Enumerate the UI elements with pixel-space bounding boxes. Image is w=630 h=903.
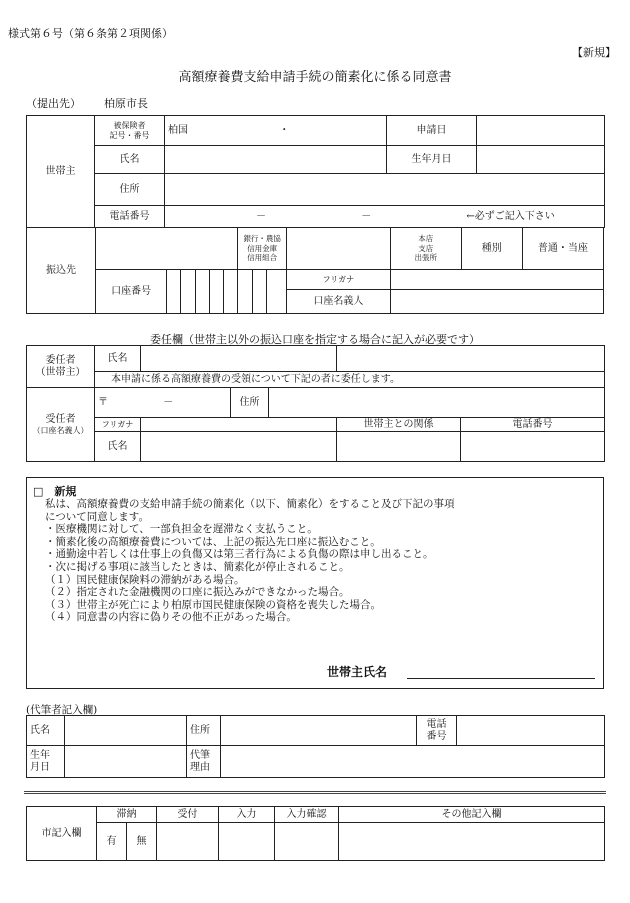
delegation-statement: 本申請に係る高額療養費の受領について下記の者に委任します。 <box>95 372 605 388</box>
input-check-label: 入力確認 <box>275 807 339 823</box>
householder-table <box>26 115 605 228</box>
consent-line: ・次に掲げる事項に該当したときは、簡素化が停止されること。 <box>45 560 350 573</box>
phone-separator-2: － <box>361 210 372 222</box>
office-table <box>26 806 605 861</box>
page-title: 高額療養費支給申請手続の簡素化に係る同意書 <box>178 70 452 85</box>
transfer-label: 振込先 <box>27 228 96 314</box>
office-divider <box>24 791 606 794</box>
delegate-name-label: 氏名 <box>95 432 141 462</box>
holder-furigana-label: フリガナ <box>287 270 391 290</box>
account-digit-7[interactable] <box>252 270 266 314</box>
relation-label: 世帯主との関係 <box>337 418 461 432</box>
consent-line: （１）国民健康保険料の滞納がある場合。 <box>45 573 245 586</box>
proxy-address-label: 住所 <box>187 716 221 746</box>
householder-address-field[interactable] <box>165 174 605 206</box>
proxy-reason-label: 代筆 理由 <box>187 746 221 778</box>
delegator-name-extra[interactable] <box>337 346 605 372</box>
account-kind-value[interactable]: 普通・当座 <box>522 228 603 270</box>
branch-name-field[interactable] <box>287 228 391 270</box>
delegator-label: 委任者 （世帯主） <box>27 346 95 388</box>
transfer-table <box>26 227 604 314</box>
received-field[interactable] <box>157 823 219 861</box>
office-label: 市記入欄 <box>27 807 97 861</box>
proxy-phone-field[interactable] <box>457 716 605 746</box>
account-digit-3[interactable] <box>195 270 209 314</box>
householder-address-label: 住所 <box>95 174 165 206</box>
insurer-prefix: 柏国 <box>168 124 188 136</box>
delegate-phone-field[interactable] <box>461 432 605 462</box>
delegate-furigana-label: フリガナ <box>95 418 141 432</box>
postal-mark: 〒 <box>98 396 108 408</box>
proxy-address-field[interactable] <box>221 716 417 746</box>
submit-to-value: 柏原市長 <box>104 97 148 110</box>
new-checkbox[interactable]: □ 新規 <box>33 485 77 498</box>
consent-text <box>45 498 595 624</box>
consent-box <box>26 477 604 689</box>
householder-label: 世帯主 <box>27 116 95 228</box>
delegate-address-field[interactable] <box>269 388 605 418</box>
arrears-label: 滞納 <box>97 807 157 823</box>
delegate-furigana-field[interactable] <box>141 418 337 432</box>
postal-code-field[interactable] <box>95 388 231 418</box>
phone-label: 電話番号 <box>95 206 165 228</box>
birth-date-label: 生年月日 <box>387 146 477 174</box>
proxy-name-field[interactable] <box>65 716 187 746</box>
input-label: 入力 <box>219 807 275 823</box>
consent-line: 私は、高額療養費の支給申請手続の簡素化（以下、簡素化）をすること及び下記の事項 <box>45 498 455 510</box>
insurer-number-field[interactable] <box>165 116 387 146</box>
account-kind-label: 種別 <box>461 228 522 270</box>
delegate-address-label: 住所 <box>231 388 269 418</box>
account-holder-label: 口座名義人 <box>287 290 391 314</box>
delegate-label: 受任者 <box>45 414 76 426</box>
account-digit-1[interactable] <box>167 270 181 314</box>
apply-date-label: 申請日 <box>387 116 477 146</box>
consent-line: （２）指定された金融機関の口座に振込みができなかった場合。 <box>45 586 350 599</box>
input-check-field[interactable] <box>275 823 339 861</box>
birth-date-field[interactable] <box>477 146 605 174</box>
phone-separator-1: － <box>256 210 266 222</box>
account-spacer <box>266 270 286 314</box>
consent-line: ・医療機関に対して、一部負担金を遅滞なく支払うこと。 <box>45 523 318 536</box>
input-field[interactable] <box>219 823 275 861</box>
insurer-separator: ・ <box>279 124 290 136</box>
signature-label: 世帯主氏名 <box>327 665 388 679</box>
consent-line: について同意します。 <box>45 510 149 523</box>
submit-to-label: （提出先） <box>26 97 81 110</box>
delegate-name-field[interactable] <box>141 432 337 462</box>
bank-type-options: 銀行・農協 信用金庫 信用組合 <box>238 228 287 270</box>
delegation-heading: 委任欄（世帯主以外の振込口座を指定する場合に記入が必要です） <box>150 333 480 346</box>
proxy-birth-label: 生年 月日 <box>27 746 65 778</box>
proxy-birth-field[interactable] <box>65 746 187 778</box>
apply-date-field[interactable] <box>477 116 605 146</box>
branch-type-options: 本店 支店 出張所 <box>390 228 461 270</box>
phone-required-note: ←必ずご記入下さい <box>466 210 555 222</box>
delegate-label-cell <box>27 388 95 462</box>
delegate-phone-label: 電話番号 <box>461 418 605 432</box>
received-label: 受付 <box>157 807 219 823</box>
consent-line: （４）同意書の内容に偽りその他不正があった場合。 <box>45 611 297 624</box>
account-digit-5[interactable] <box>224 270 238 314</box>
account-digit-4[interactable] <box>209 270 223 314</box>
consent-line: ・簡素化後の高額療養費については、上記の振込先口座に振込むこと。 <box>45 535 381 548</box>
account-digit-6[interactable] <box>238 270 252 314</box>
proxy-heading: (代筆者記入欄) <box>26 704 98 716</box>
form-number: 様式第６号（第６条第２項関係） <box>8 27 173 40</box>
account-holder-field[interactable] <box>390 290 603 314</box>
other-notes-field[interactable] <box>339 823 605 861</box>
signature-line[interactable] <box>407 678 595 679</box>
proxy-reason-field[interactable] <box>221 746 605 778</box>
delegation-table <box>26 345 605 462</box>
bank-name-field[interactable] <box>96 228 238 270</box>
proxy-name-label: 氏名 <box>27 716 65 746</box>
delegator-name-field[interactable] <box>141 346 337 372</box>
postal-separator: － <box>163 396 174 408</box>
insurer-number-label: 被保険者 記号・番号 <box>95 116 165 146</box>
other-notes-label: その他記入欄 <box>339 807 605 823</box>
arrears-yes[interactable]: 有 <box>97 823 127 861</box>
holder-furigana-field[interactable] <box>390 270 603 290</box>
proxy-phone-label: 電話 番号 <box>417 716 457 746</box>
account-number-label: 口座番号 <box>96 270 167 314</box>
householder-name-field[interactable] <box>165 146 387 174</box>
delegate-sublabel: （口座名義人） <box>32 425 89 435</box>
account-digit-2[interactable] <box>181 270 195 314</box>
new-badge: 【新規】 <box>572 46 616 59</box>
phone-field[interactable] <box>165 206 605 228</box>
relation-field[interactable] <box>337 432 461 462</box>
consent-line: ・通勤途中若しくは仕事上の負傷又は第三者行為による負傷の際は申し出ること。 <box>45 548 434 561</box>
arrears-no[interactable]: 無 <box>127 823 157 861</box>
proxy-table <box>26 715 605 778</box>
delegator-name-label: 氏名 <box>95 346 141 372</box>
householder-name-label: 氏名 <box>95 146 165 174</box>
consent-line: （３）世帯主が死亡により柏原市国民健康保険の資格を喪失した場合。 <box>45 598 381 611</box>
